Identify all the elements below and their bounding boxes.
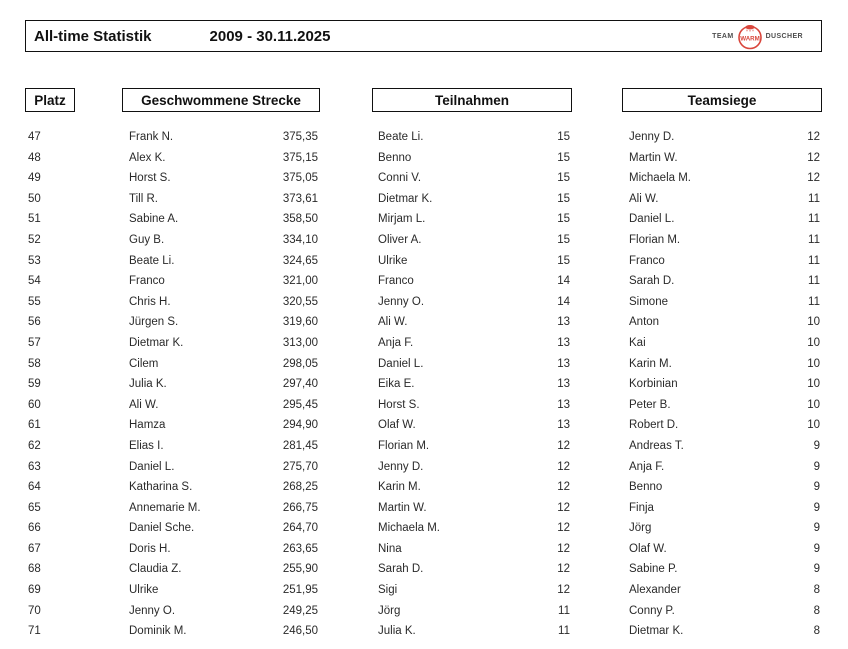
strecke-value-cell: 321,00 <box>282 275 318 288</box>
strecke-name-cell: Ali W. <box>129 398 159 411</box>
rank-cell: 70 <box>28 604 41 617</box>
teilnahmen-value-cell: 15 <box>557 192 570 205</box>
rank-cell: 62 <box>28 439 41 452</box>
strecke-value-cell: 251,95 <box>282 584 318 597</box>
rank-cell: 59 <box>28 378 41 391</box>
teamsiege-name-cell: Daniel L. <box>629 213 675 226</box>
teamsiege-value-cell: 10 <box>807 336 820 349</box>
teamsiege-value-cell: 10 <box>807 357 820 370</box>
strecke-value-cell: 263,65 <box>282 542 318 555</box>
teilnahmen-value-cell: 14 <box>557 295 570 308</box>
teamsiege-value-cell: 11 <box>808 192 820 205</box>
strecke-value-cell: 375,35 <box>282 131 318 143</box>
teilnahmen-value-cell: 11 <box>558 604 570 617</box>
teamsiege-value-cell: 10 <box>807 378 820 391</box>
teilnahmen-name-cell: Eika E. <box>378 378 415 391</box>
table-row <box>0 520 848 541</box>
strecke-value-cell: 320,55 <box>282 295 318 308</box>
rank-cell: 54 <box>28 275 41 288</box>
teamsiege-value-cell: 9 <box>813 439 820 452</box>
teamsiege-value-cell: 10 <box>807 419 820 432</box>
strecke-value-cell: 266,75 <box>282 501 318 514</box>
teilnahmen-value-cell: 12 <box>557 584 570 597</box>
teamsiege-name-cell: Peter B. <box>629 398 671 411</box>
teilnahmen-value-cell: 13 <box>557 336 570 349</box>
rank-cell: 60 <box>28 398 41 411</box>
strecke-name-cell: Elias I. <box>129 439 164 452</box>
teamsiege-value-cell: 9 <box>813 522 820 535</box>
table-row <box>0 232 848 253</box>
teamsiege-value-cell: 9 <box>813 481 820 494</box>
rank-cell: 64 <box>28 481 41 494</box>
strecke-name-cell: Sabine A. <box>129 213 179 226</box>
teilnahmen-value-cell: 15 <box>557 233 570 246</box>
teamsiege-name-cell: Florian M. <box>629 233 681 246</box>
strecke-name-cell: Annemarie M. <box>129 501 201 514</box>
teilnahmen-name-cell: Franco <box>378 275 414 288</box>
strecke-value-cell: 298,05 <box>282 357 318 370</box>
teilnahmen-name-cell: Conni V. <box>378 172 422 185</box>
table-row <box>0 356 848 377</box>
strecke-name-cell: Jenny O. <box>129 604 176 617</box>
strecke-name-cell: Hamza <box>129 419 166 432</box>
teamsiege-value-cell: 8 <box>813 625 820 638</box>
strecke-value-cell: 281,45 <box>282 439 318 452</box>
column-header-platz: Platz <box>25 88 75 112</box>
strecke-name-cell: Claudia Z. <box>129 563 182 576</box>
teilnahmen-name-cell: Horst S. <box>378 398 420 411</box>
teilnahmen-name-cell: Daniel L. <box>378 357 424 370</box>
table-row <box>0 438 848 459</box>
rank-cell: 50 <box>28 192 41 205</box>
strecke-name-cell: Cilem <box>129 357 159 370</box>
rank-cell: 63 <box>28 460 41 473</box>
rank-cell: 49 <box>28 172 41 185</box>
teilnahmen-value-cell: 15 <box>557 151 570 164</box>
teilnahmen-value-cell: 12 <box>557 501 570 514</box>
strecke-value-cell: 294,90 <box>282 419 318 432</box>
column-header-teamsiege: Teamsiege <box>622 88 822 112</box>
table-row <box>0 335 848 356</box>
teilnahmen-name-cell: Julia K. <box>378 625 416 638</box>
rank-cell: 53 <box>28 254 41 267</box>
strecke-name-cell: Dominik M. <box>129 625 187 638</box>
shower-head-icon <box>736 22 764 50</box>
teilnahmen-name-cell: Sarah D. <box>378 563 424 576</box>
strecke-name-cell: Dietmar K. <box>129 336 184 349</box>
teilnahmen-name-cell: Sigi <box>378 584 398 597</box>
strecke-value-cell: 275,70 <box>282 460 318 473</box>
column-header-geschwommene-strecke: Geschwommene Strecke <box>122 88 320 112</box>
teamsiege-value-cell: 10 <box>807 316 820 329</box>
strecke-name-cell: Julia K. <box>129 378 167 391</box>
statistics-rows <box>0 129 848 644</box>
teilnahmen-name-cell: Nina <box>378 542 402 555</box>
logo-text-duscher: DUSCHER <box>765 32 803 40</box>
teilnahmen-name-cell: Michaela M. <box>378 522 440 535</box>
strecke-value-cell: 373,61 <box>282 192 318 205</box>
teilnahmen-name-cell: Jenny O. <box>378 295 425 308</box>
teilnahmen-name-cell: Benno <box>378 151 412 164</box>
table-row <box>0 479 848 500</box>
strecke-name-cell: Chris H. <box>129 295 171 308</box>
teilnahmen-value-cell: 13 <box>557 398 570 411</box>
teilnahmen-name-cell: Florian M. <box>378 439 430 452</box>
rank-cell: 66 <box>28 522 41 535</box>
teamsiege-value-cell: 12 <box>807 172 820 185</box>
table-row <box>0 561 848 582</box>
teamsiege-name-cell: Alexander <box>629 584 681 597</box>
strecke-value-cell: 249,25 <box>282 604 318 617</box>
table-row <box>0 253 848 274</box>
teamsiege-value-cell: 9 <box>813 542 820 555</box>
table-row <box>0 500 848 521</box>
rank-cell: 48 <box>28 151 41 164</box>
strecke-name-cell: Frank N. <box>129 131 174 143</box>
teamsiege-name-cell: Benno <box>629 481 663 494</box>
teilnahmen-value-cell: 13 <box>557 357 570 370</box>
teamsiege-value-cell: 9 <box>813 460 820 473</box>
column-header-teilnahmen: Teilnahmen <box>372 88 572 112</box>
teilnahmen-value-cell: 12 <box>557 542 570 555</box>
strecke-name-cell: Katharina S. <box>129 481 193 494</box>
teamsiege-name-cell: Anton <box>629 316 660 329</box>
teilnahmen-name-cell: Mirjam L. <box>378 213 426 226</box>
strecke-name-cell: Till R. <box>129 192 158 205</box>
teamsiege-name-cell: Simone <box>629 295 668 308</box>
teamsiege-value-cell: 10 <box>807 398 820 411</box>
table-row <box>0 603 848 624</box>
teamsiege-name-cell: Jörg <box>629 522 652 535</box>
strecke-name-cell: Daniel Sche. <box>129 522 195 535</box>
strecke-value-cell: 246,50 <box>282 625 318 638</box>
teilnahmen-value-cell: 15 <box>557 213 570 226</box>
rank-cell: 56 <box>28 316 41 329</box>
table-row <box>0 582 848 603</box>
teamsiege-value-cell: 9 <box>813 501 820 514</box>
rank-cell: 47 <box>28 131 41 143</box>
teilnahmen-name-cell: Jörg <box>378 604 401 617</box>
table-row <box>0 459 848 480</box>
team-warmduscher-logo <box>712 21 803 51</box>
table-row <box>0 129 848 150</box>
teilnahmen-value-cell: 13 <box>557 419 570 432</box>
teamsiege-name-cell: Dietmar K. <box>629 625 684 638</box>
date-range: 2009 - 30.11.2025 <box>209 27 331 45</box>
teamsiege-name-cell: Finja <box>629 501 654 514</box>
strecke-name-cell: Alex K. <box>129 151 166 164</box>
rank-cell: 71 <box>28 625 41 638</box>
teilnahmen-name-cell: Anja F. <box>378 336 414 349</box>
teamsiege-name-cell: Andreas T. <box>629 439 684 452</box>
strecke-value-cell: 264,70 <box>282 522 318 535</box>
strecke-name-cell: Franco <box>129 275 165 288</box>
teilnahmen-value-cell: 13 <box>557 378 570 391</box>
rank-cell: 57 <box>28 336 41 349</box>
table-row <box>0 314 848 335</box>
teilnahmen-name-cell: Oliver A. <box>378 233 422 246</box>
strecke-name-cell: Guy B. <box>129 233 165 246</box>
teamsiege-value-cell: 8 <box>813 584 820 597</box>
logo-text-team: TEAM <box>712 32 734 40</box>
rank-cell: 69 <box>28 584 41 597</box>
teilnahmen-name-cell: Ulrike <box>378 254 408 267</box>
table-row <box>0 170 848 191</box>
teamsiege-name-cell: Sabine P. <box>629 563 678 576</box>
teilnahmen-name-cell: Martin W. <box>378 501 427 514</box>
table-row <box>0 211 848 232</box>
strecke-value-cell: 358,50 <box>282 213 318 226</box>
strecke-name-cell: Jürgen S. <box>129 316 179 329</box>
teamsiege-value-cell: 11 <box>808 295 820 308</box>
strecke-value-cell: 297,40 <box>282 378 318 391</box>
teamsiege-value-cell: 11 <box>808 233 820 246</box>
teamsiege-name-cell: Jenny D. <box>629 131 675 143</box>
strecke-value-cell: 334,10 <box>282 233 318 246</box>
table-row <box>0 541 848 562</box>
teilnahmen-value-cell: 12 <box>557 460 570 473</box>
teilnahmen-value-cell: 12 <box>557 439 570 452</box>
table-row <box>0 294 848 315</box>
teamsiege-name-cell: Karin M. <box>629 357 672 370</box>
teilnahmen-name-cell: Olaf W. <box>378 419 416 432</box>
teamsiege-name-cell: Korbinian <box>629 378 678 391</box>
teilnahmen-value-cell: 14 <box>557 275 570 288</box>
strecke-value-cell: 375,05 <box>282 172 318 185</box>
table-row <box>0 623 848 644</box>
teamsiege-value-cell: 11 <box>808 213 820 226</box>
teamsiege-name-cell: Michaela M. <box>629 172 691 185</box>
table-row <box>0 417 848 438</box>
strecke-value-cell: 324,65 <box>282 254 318 267</box>
teilnahmen-name-cell: Karin M. <box>378 481 421 494</box>
table-row <box>0 397 848 418</box>
strecke-name-cell: Horst S. <box>129 172 171 185</box>
teilnahmen-value-cell: 11 <box>558 625 570 638</box>
teamsiege-value-cell: 11 <box>808 254 820 267</box>
rank-cell: 67 <box>28 542 41 555</box>
teilnahmen-value-cell: 15 <box>557 131 570 143</box>
teilnahmen-value-cell: 15 <box>557 254 570 267</box>
teilnahmen-value-cell: 12 <box>557 563 570 576</box>
strecke-name-cell: Doris H. <box>129 542 171 555</box>
report-header <box>25 20 822 52</box>
strecke-value-cell: 319,60 <box>282 316 318 329</box>
teilnahmen-value-cell: 13 <box>557 316 570 329</box>
table-row <box>0 273 848 294</box>
rank-cell: 68 <box>28 563 41 576</box>
teilnahmen-name-cell: Beate Li. <box>378 131 424 143</box>
table-row <box>0 150 848 171</box>
strecke-name-cell: Beate Li. <box>129 254 175 267</box>
table-row <box>0 376 848 397</box>
teilnahmen-name-cell: Jenny D. <box>378 460 424 473</box>
teamsiege-name-cell: Ali W. <box>629 192 659 205</box>
teilnahmen-name-cell: Dietmar K. <box>378 192 433 205</box>
teamsiege-name-cell: Martin W. <box>629 151 678 164</box>
strecke-value-cell: 268,25 <box>282 481 318 494</box>
strecke-name-cell: Daniel L. <box>129 460 175 473</box>
teilnahmen-name-cell: Ali W. <box>378 316 408 329</box>
rank-cell: 58 <box>28 357 41 370</box>
teamsiege-value-cell: 9 <box>813 563 820 576</box>
rank-cell: 55 <box>28 295 41 308</box>
teamsiege-name-cell: Robert D. <box>629 419 679 432</box>
strecke-value-cell: 295,45 <box>282 398 318 411</box>
rank-cell: 61 <box>28 419 41 432</box>
teilnahmen-value-cell: 12 <box>557 522 570 535</box>
svg-text:WARM: WARM <box>739 35 760 43</box>
teamsiege-value-cell: 11 <box>808 275 820 288</box>
teamsiege-name-cell: Conny P. <box>629 604 675 617</box>
table-row <box>0 191 848 212</box>
rank-cell: 51 <box>28 213 41 226</box>
teamsiege-name-cell: Sarah D. <box>629 275 675 288</box>
rank-cell: 65 <box>28 501 41 514</box>
rank-cell: 52 <box>28 233 41 246</box>
teilnahmen-value-cell: 15 <box>557 172 570 185</box>
teilnahmen-value-cell: 12 <box>557 481 570 494</box>
strecke-value-cell: 255,90 <box>282 563 318 576</box>
teamsiege-name-cell: Anja F. <box>629 460 665 473</box>
teamsiege-name-cell: Kai <box>629 336 646 349</box>
teamsiege-name-cell: Olaf W. <box>629 542 667 555</box>
teamsiege-name-cell: Franco <box>629 254 665 267</box>
strecke-value-cell: 375,15 <box>282 151 318 164</box>
teamsiege-value-cell: 12 <box>807 151 820 164</box>
teamsiege-value-cell: 8 <box>813 604 820 617</box>
page-title: All-time Statistik <box>34 27 152 45</box>
strecke-name-cell: Ulrike <box>129 584 159 597</box>
warm-badge-icon <box>736 22 764 50</box>
teamsiege-value-cell: 12 <box>807 131 820 143</box>
strecke-value-cell: 313,00 <box>282 336 318 349</box>
